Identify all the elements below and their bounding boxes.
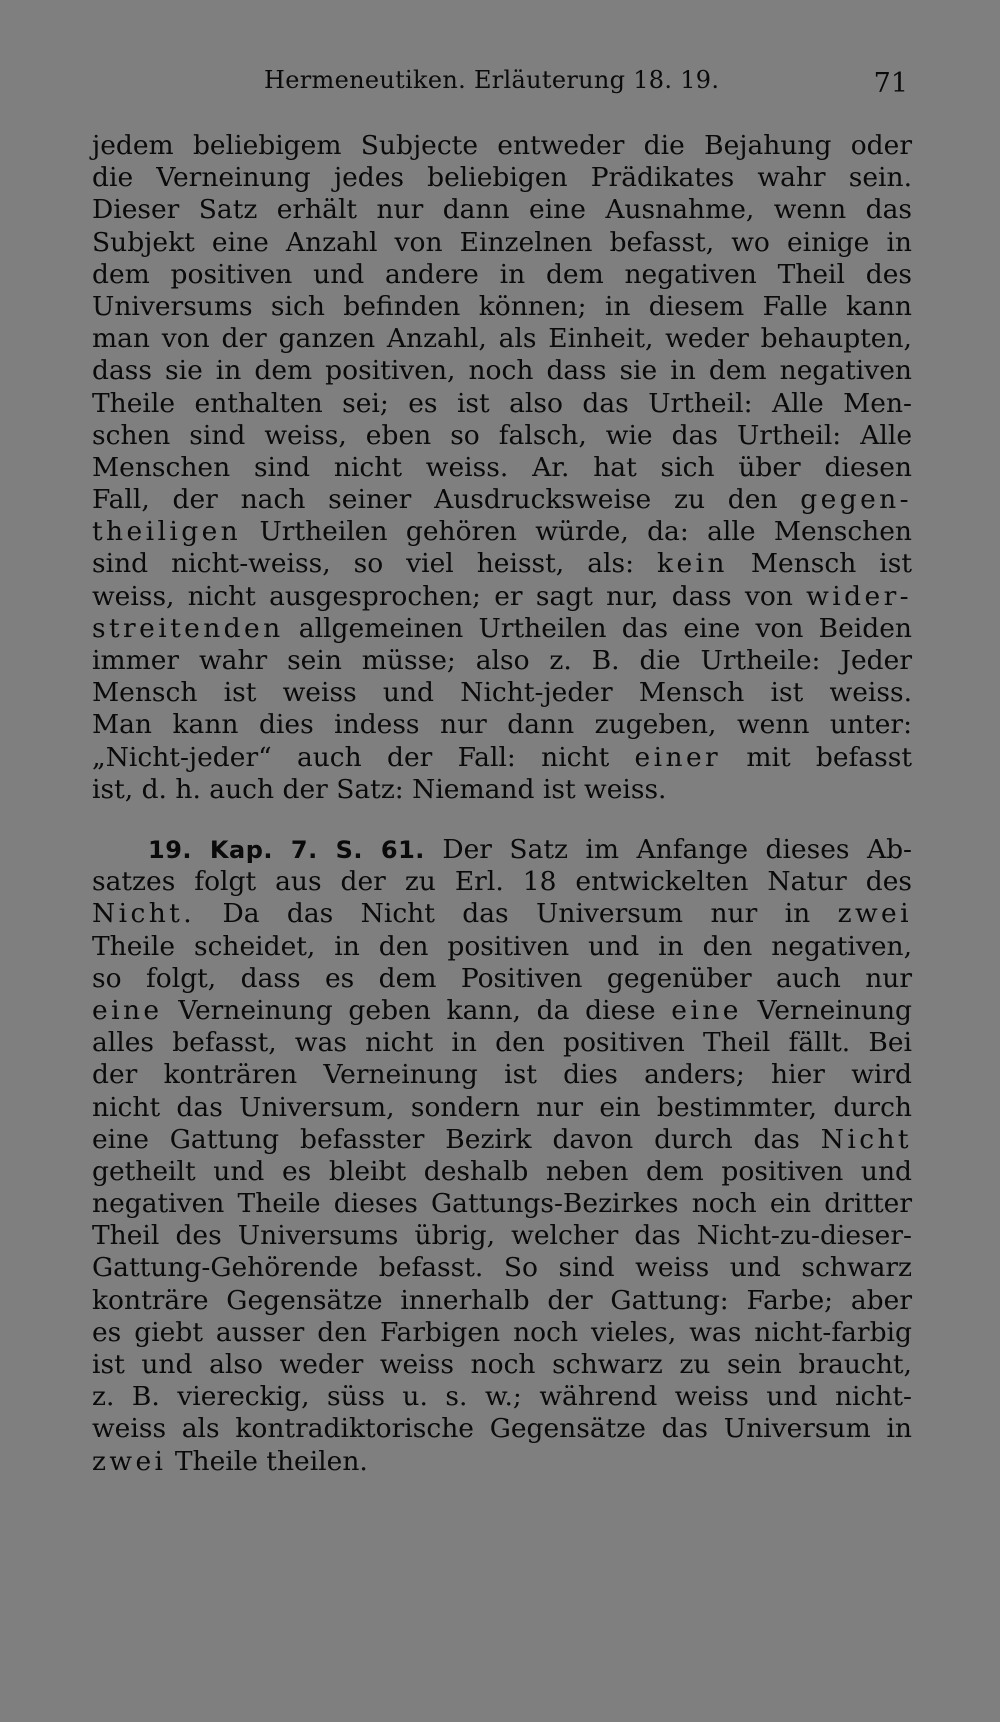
text-line: satzes folgt aus der zu Erl. 18 entwickelten Natur des [92,866,912,898]
text-run: „Nicht-jeder“ auch der Fall: nicht [92,741,635,773]
spaced-emphasis: zwei [837,898,912,930]
text-line: Subjekt eine Anzahl von Einzelnen befasst, wo einige in [92,226,912,258]
text-line: z. B. viereckig, süss u. s. w.; während weiss und nicht- [92,1381,912,1413]
text-run: Da das Nicht das Universum nur in [195,898,838,930]
spaced-emphasis: wider- [806,580,912,612]
text-line: weiss als kontradiktorische Gegensätze das Universum in [92,1413,912,1445]
text-line: die Verneinung jedes beliebigen Prädikates wahr sein. [92,162,912,194]
text-line [92,581,912,613]
text-line: Theile scheidet, in den positiven und in den negativen, [92,930,912,962]
spaced-emphasis: eine [92,994,163,1026]
text-run: Mensch ist [727,548,912,580]
text-line: alles befasst, was nicht in den positiven Theil fällt. Bei [92,1027,912,1059]
spaced-emphasis: kein [657,548,728,580]
paragraph-continuation [92,130,912,806]
text-line: Theil des Universums übrig, welcher das Nicht-zu-dieser- [92,1220,912,1252]
text-line: so folgt, dass es dem Positiven gegenüber auch nur [92,962,912,994]
text-line: schen sind weiss, eben so falsch, wie das Urtheil: Alle [92,419,912,451]
text-line [92,995,912,1027]
text-run: sind nicht-weiss, so viel heisst, als: [92,548,658,580]
spaced-emphasis: zwei [92,1445,167,1477]
text-line [92,834,912,866]
text-run: Der Satz im Anfange dieses Ab- [424,834,913,865]
text-line: Dieser Satz erhält nur dann eine Ausnahme, wenn das [92,194,912,226]
text-run: Verneinung geben kann, da diese [162,994,672,1026]
spaced-emphasis: einer [634,741,722,773]
text-line [92,516,912,548]
text-line: getheilt und es bleibt deshalb neben dem positiven und [92,1155,912,1187]
text-line: es giebt ausser den Farbigen noch vieles, was nicht-farbig [92,1316,912,1348]
text-line [92,742,912,774]
spaced-emphasis: Nicht. [92,898,196,930]
section-19 [92,834,912,1478]
text-line: nicht das Universum, sondern nur ein bestimmter, durch [92,1091,912,1123]
spaced-emphasis: eine [671,994,742,1026]
text-run: Verneinung [741,994,912,1026]
text-line: immer wahr sein müsse; also z. B. die Urtheile: Jeder [92,645,912,676]
text-line: man von der ganzen Anzahl, als Einheit, weder behaupten, [92,323,912,355]
text-line: Man kann dies indess nur dann zugeben, wenn unter: [92,709,912,741]
text-run: allgemeinen Urtheilen das eine von Beiden [283,612,912,644]
text-line: negativen Theile dieses Gattungs-Bezirkes noch ein dritter [92,1188,912,1220]
running-head: Hermeneutiken. Erläuterung 18. 19. [264,66,720,94]
text-run: mit befasst [721,741,913,773]
text-line: ist, d. h. auch der Satz: Niemand ist weiss. [92,773,667,805]
text-line: Theile enthalten sei; es ist also das Urtheil: Alle Men- [92,387,912,419]
text-run: Fall, der nach seiner Ausdrucksweise zu den [92,484,801,516]
text-run: weiss, nicht ausgesprochen; er sagt nur, dass von [92,580,807,612]
section-heading: 19. Kap. 7. S. 61. [148,836,425,864]
page-number: 71 [873,68,908,99]
text-line [92,613,912,645]
spaced-emphasis: theiligen [92,516,242,548]
spaced-emphasis: gegen- [800,484,912,516]
text-line: Gattung-Gehörende befasst. So sind weiss und schwarz [92,1252,912,1284]
text-line: ist und also weder weiss noch schwarz zu sein braucht, [92,1349,912,1380]
text-line [92,898,912,930]
text-line: dem positiven und andere in dem negativen Theil des [92,258,912,290]
text-line: Menschen sind nicht weiss. Ar. hat sich über diesen [92,451,912,483]
text-line [92,548,912,580]
text-run: Theile theilen. [166,1445,368,1477]
spaced-emphasis: Nicht [820,1123,912,1155]
spaced-emphasis: streitenden [92,612,284,644]
text-run: Urtheilen gehören würde, da: alle Menschen [241,516,912,548]
text-line: jedem beliebigem Subjecte entweder die Bejahung oder [92,130,912,161]
text-run: eine Gattung befasster Bezirk davon durch das [92,1123,821,1155]
text-line: dass sie in dem positiven, noch dass sie in dem negativen [92,355,912,387]
text-line: der konträren Verneinung ist dies anders; hier wird [92,1059,912,1091]
text-line: Universums sich befinden können; in diesem Falle kann [92,290,912,322]
text-line [92,484,912,516]
text-line [92,1446,912,1478]
text-line: konträre Gegensätze innerhalb der Gattung: Farbe; aber [92,1284,912,1316]
text-line [92,1124,912,1156]
page-header [92,66,912,106]
text-line: Mensch ist weiss und Nicht-jeder Mensch ist weiss. [92,677,912,709]
